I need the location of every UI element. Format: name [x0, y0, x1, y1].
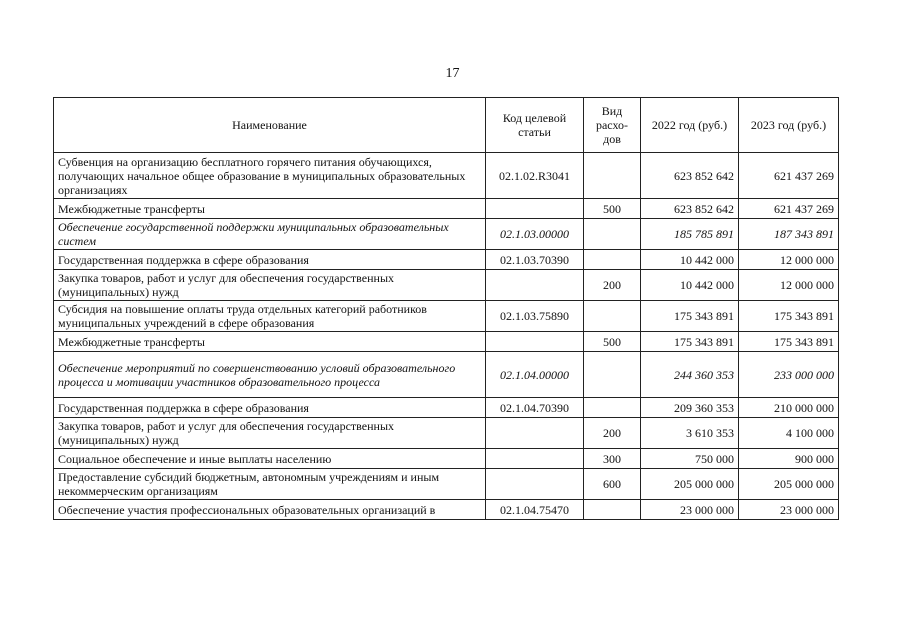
row-name: Закупка товаров, работ и услуг для обеспечения государственных (муниципальных) нужд: [54, 418, 486, 449]
row-vid: [584, 352, 641, 398]
row-name: Межбюджетные трансферты: [54, 332, 486, 352]
table-row: [54, 418, 839, 449]
row-2023: 233 000 000: [739, 352, 839, 398]
row-vid: 300: [584, 449, 641, 469]
row-2022: 209 360 353: [641, 398, 739, 418]
row-2023: 4 100 000: [739, 418, 839, 449]
row-2022: 205 000 000: [641, 469, 739, 500]
row-code: [486, 270, 584, 301]
header-row: [54, 98, 839, 153]
row-2023: 12 000 000: [739, 250, 839, 270]
row-2023: 175 343 891: [739, 332, 839, 352]
row-code: [486, 469, 584, 500]
table-row: [54, 270, 839, 301]
row-name: Закупка товаров, работ и услуг для обеспечения государственных (муниципальных) нужд: [54, 270, 486, 301]
page-number: 17: [445, 66, 460, 81]
row-code: [486, 199, 584, 219]
row-2022: 185 785 891: [641, 219, 739, 250]
header-code: Код целевой статьи: [486, 98, 584, 153]
row-name: Государственная поддержка в сфере образования: [54, 250, 486, 270]
row-2023: 12 000 000: [739, 270, 839, 301]
table-row: [54, 500, 839, 520]
row-vid: 200: [584, 270, 641, 301]
row-2023: 187 343 891: [739, 219, 839, 250]
row-code: 02.1.04.75470: [486, 500, 584, 520]
row-code: [486, 332, 584, 352]
table-row: [54, 153, 839, 199]
table-row: [54, 332, 839, 352]
row-code: 02.1.03.00000: [486, 219, 584, 250]
header-2022: 2022 год (руб.): [641, 98, 739, 153]
row-vid: [584, 250, 641, 270]
row-2022: 175 343 891: [641, 332, 739, 352]
budget-table: [53, 97, 839, 520]
row-vid: 600: [584, 469, 641, 500]
row-2023: 621 437 269: [739, 199, 839, 219]
row-code: 02.1.04.70390: [486, 398, 584, 418]
header-name: Наименование: [54, 98, 486, 153]
row-2023: 175 343 891: [739, 301, 839, 332]
row-code: [486, 418, 584, 449]
table-row: [54, 449, 839, 469]
row-name: Обеспечение участия профессиональных образовательных организаций в: [54, 500, 486, 520]
row-2022: 10 442 000: [641, 270, 739, 301]
row-name: Предоставление субсидий бюджетным, автономным учреждениям и иным некоммерческим организациям: [54, 469, 486, 500]
row-2022: 175 343 891: [641, 301, 739, 332]
row-name: Государственная поддержка в сфере образования: [54, 398, 486, 418]
row-2022: 10 442 000: [641, 250, 739, 270]
table-row: [54, 199, 839, 219]
row-2022: 244 360 353: [641, 352, 739, 398]
row-code: [486, 449, 584, 469]
table-row: [54, 219, 839, 250]
row-2023: 621 437 269: [739, 153, 839, 199]
table-row: [54, 398, 839, 418]
row-2022: 750 000: [641, 449, 739, 469]
row-2022: 623 852 642: [641, 153, 739, 199]
row-vid: [584, 153, 641, 199]
table-row: [54, 352, 839, 398]
row-code: 02.1.03.70390: [486, 250, 584, 270]
table-row: [54, 301, 839, 332]
row-name: Социальное обеспечение и иные выплаты населению: [54, 449, 486, 469]
row-vid: 200: [584, 418, 641, 449]
table-body: [54, 153, 839, 520]
row-vid: 500: [584, 199, 641, 219]
row-name: Обеспечение государственной поддержки муниципальных образовательных систем: [54, 219, 486, 250]
row-2023: 205 000 000: [739, 469, 839, 500]
row-vid: [584, 301, 641, 332]
row-name: Обеспечение мероприятий по совершенствованию условий образовательного процесса и мотивации участников образовательного процесса: [54, 352, 486, 398]
row-2022: 3 610 353: [641, 418, 739, 449]
row-code: 02.1.02.R3041: [486, 153, 584, 199]
row-vid: [584, 219, 641, 250]
header-2023: 2023 год (руб.): [739, 98, 839, 153]
table-row: [54, 250, 839, 270]
row-name: Субвенция на организацию бесплатного горячего питания обучающихся, получающих начальное общее образование в муниципальных образовательных организациях: [54, 153, 486, 199]
row-2022: 23 000 000: [641, 500, 739, 520]
row-name: Субсидия на повышение оплаты труда отдельных категорий работников муниципальных учреждений в сфере образования: [54, 301, 486, 332]
row-name: Межбюджетные трансферты: [54, 199, 486, 219]
row-vid: [584, 398, 641, 418]
row-vid: 500: [584, 332, 641, 352]
row-code: 02.1.04.00000: [486, 352, 584, 398]
row-2023: 23 000 000: [739, 500, 839, 520]
header-vid: Вид расхо-дов: [584, 98, 641, 153]
row-2023: 900 000: [739, 449, 839, 469]
row-code: 02.1.03.75890: [486, 301, 584, 332]
row-2023: 210 000 000: [739, 398, 839, 418]
row-vid: [584, 500, 641, 520]
row-2022: 623 852 642: [641, 199, 739, 219]
table-row: [54, 469, 839, 500]
